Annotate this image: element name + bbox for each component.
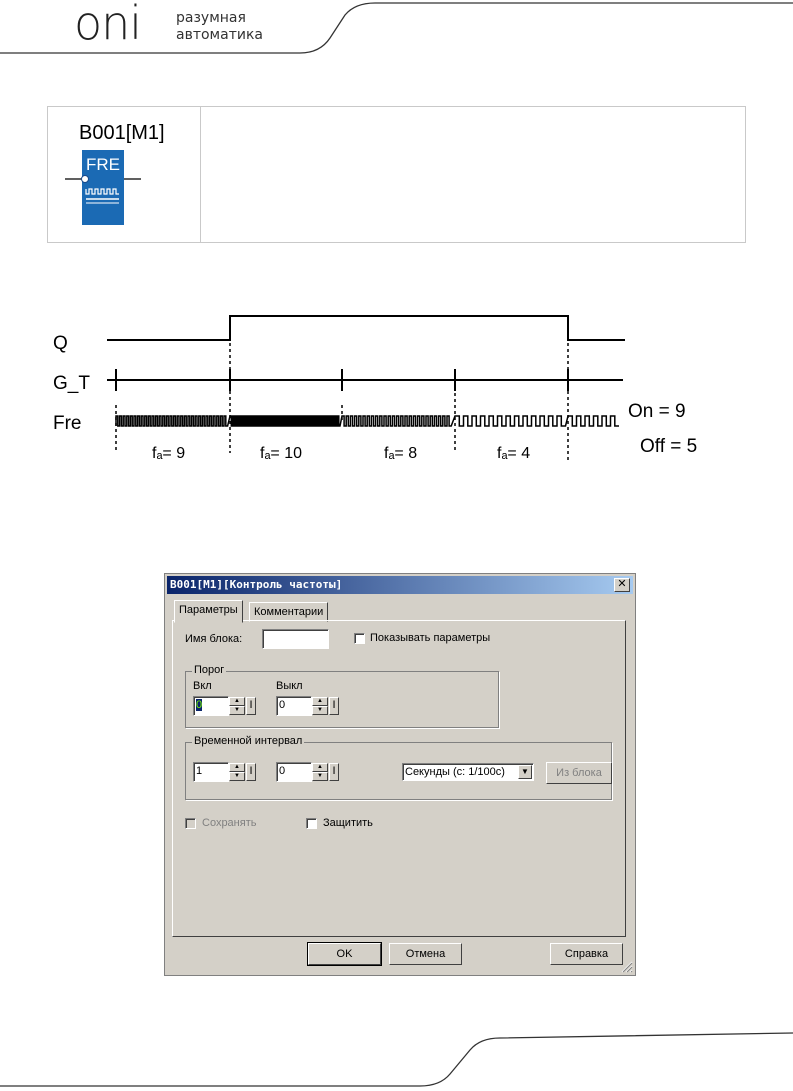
- threshold-on-spinner[interactable]: [229, 697, 245, 715]
- interval-value2-ref-button[interactable]: I: [329, 763, 339, 781]
- threshold-title: Порог: [194, 664, 225, 676]
- close-icon[interactable]: ✕: [614, 578, 630, 592]
- fa-label-2: fₐ= 10: [260, 445, 302, 462]
- off-label: Off = 5: [640, 436, 698, 457]
- on-label: On = 9: [628, 401, 686, 422]
- tagline-line1: разумная: [176, 10, 246, 26]
- block-name-input[interactable]: [262, 629, 329, 649]
- chevron-down-icon[interactable]: ▼: [518, 765, 532, 779]
- retain-label: Сохранять: [202, 817, 257, 829]
- timing-diagram: [50, 305, 750, 475]
- spin-down-icon[interactable]: ▼: [312, 772, 328, 781]
- threshold-off-label: Выкл: [276, 680, 303, 692]
- spin-down-icon[interactable]: ▼: [229, 772, 245, 781]
- fa-label-1: fₐ= 9: [152, 445, 186, 462]
- signal-gt-label: G_T: [53, 373, 90, 394]
- frequency-monitor-dialog: [164, 573, 636, 976]
- spin-up-icon[interactable]: ▲: [312, 697, 328, 706]
- signal-fre-label: Fre: [53, 413, 82, 434]
- block-info-table: [47, 106, 746, 243]
- interval-value1-input[interactable]: 1: [193, 762, 229, 782]
- block-name-label: Имя блока:: [185, 633, 243, 645]
- table-divider: [200, 107, 201, 242]
- spin-down-icon[interactable]: ▼: [229, 706, 245, 715]
- protect-checkbox[interactable]: [306, 818, 317, 829]
- from-block-button[interactable]: Из блока: [546, 762, 612, 784]
- interval-units-select[interactable]: [402, 763, 534, 781]
- threshold-off-ref-button[interactable]: I: [329, 697, 339, 715]
- threshold-on-value: 0: [196, 699, 203, 711]
- interval-value1-spinner[interactable]: [229, 763, 245, 781]
- ok-button[interactable]: OK: [308, 943, 381, 965]
- logo-tagline: [176, 10, 263, 44]
- tagline-line2: автоматика: [176, 27, 263, 43]
- oni-logo: oni: [74, 0, 142, 50]
- dialog-title: B001[M1][Контроль частоты]: [167, 576, 633, 594]
- tab-comments[interactable]: Комментарии: [249, 602, 328, 622]
- retain-checkbox[interactable]: [185, 818, 196, 829]
- threshold-off-input[interactable]: 0: [276, 696, 312, 716]
- interval-value1-ref-button[interactable]: I: [246, 763, 256, 781]
- interval-title: Временной интервал: [194, 735, 303, 747]
- spin-down-icon[interactable]: ▼: [312, 706, 328, 715]
- spin-up-icon[interactable]: ▲: [312, 763, 328, 772]
- block-name: B001[M1]: [79, 122, 165, 144]
- threshold-on-input[interactable]: [193, 696, 229, 716]
- parameters-panel: [172, 620, 626, 937]
- threshold-on-label: Вкл: [193, 680, 212, 692]
- show-params-label: Показывать параметры: [370, 632, 491, 644]
- fa-label-4: fₐ= 4: [497, 445, 531, 462]
- threshold-group: [185, 664, 499, 728]
- spin-up-icon[interactable]: ▲: [229, 763, 245, 772]
- interval-value2-spinner[interactable]: [312, 763, 328, 781]
- cancel-button[interactable]: Отмена: [389, 943, 462, 965]
- threshold-off-spinner[interactable]: [312, 697, 328, 715]
- signal-q-label: Q: [53, 333, 68, 354]
- protect-label: Защитить: [323, 817, 373, 829]
- fre-block-icon: [65, 147, 145, 227]
- svg-text:FRE: FRE: [86, 155, 120, 174]
- help-button[interactable]: Справка: [550, 943, 623, 965]
- interval-value2-input[interactable]: 0: [276, 762, 312, 782]
- tab-parameters[interactable]: Параметры: [174, 600, 243, 623]
- fa-label-3: fₐ= 8: [384, 445, 418, 462]
- resize-grip-icon[interactable]: [621, 961, 633, 973]
- footer-decoration: [0, 1030, 793, 1091]
- interval-units-value: Секунды (с: 1/100с): [405, 766, 505, 778]
- spin-up-icon[interactable]: ▲: [229, 697, 245, 706]
- threshold-on-ref-button[interactable]: I: [246, 697, 256, 715]
- show-params-checkbox[interactable]: [354, 633, 365, 644]
- interval-group: [185, 735, 612, 800]
